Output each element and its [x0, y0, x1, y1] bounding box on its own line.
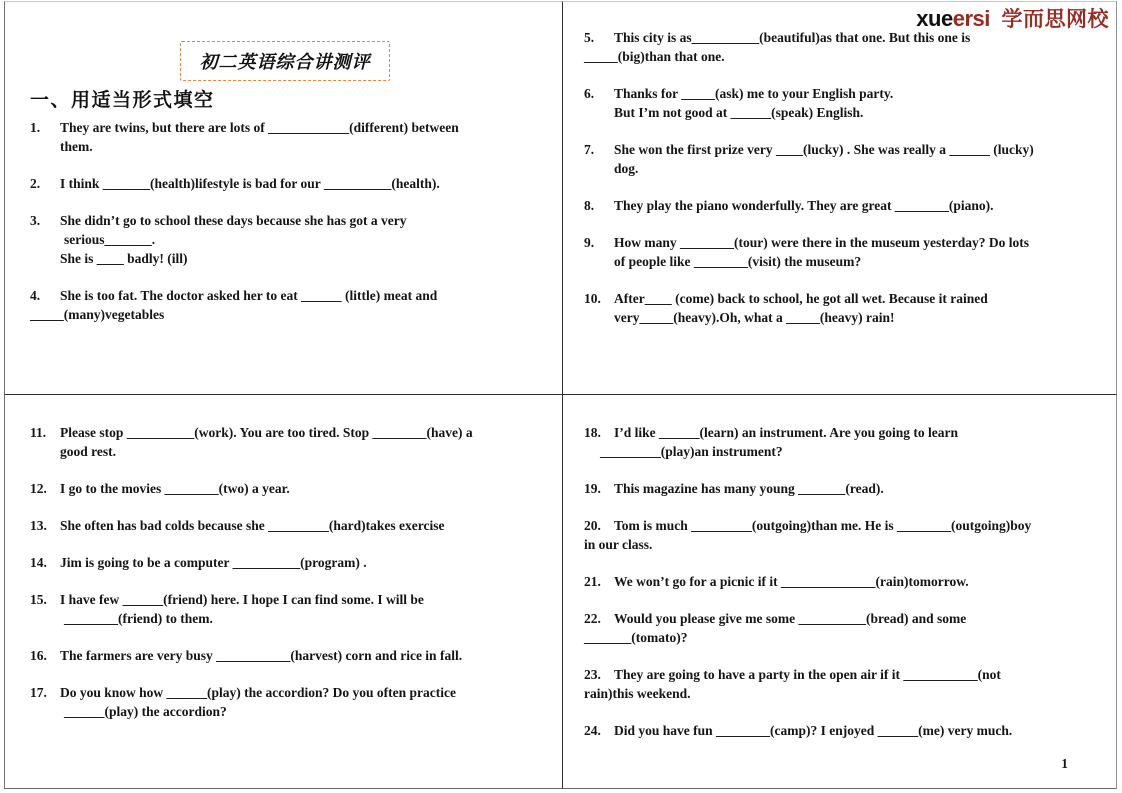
exercise-item	[584, 233, 1034, 271]
item-line: She is too fat. The doctor asked her to eat ______ (little) meat and	[60, 288, 438, 303]
exercise-item	[30, 590, 473, 628]
item-number: 16.	[30, 648, 47, 663]
exercise-item	[584, 423, 1031, 461]
exercise-item	[584, 289, 1034, 327]
item-number: 4.	[30, 288, 41, 303]
exercise-item	[584, 479, 1031, 498]
exercise-item	[584, 196, 1034, 215]
exercise-item	[30, 683, 473, 721]
item-line: Thanks for _____(ask) me to your English party.	[614, 86, 894, 101]
worksheet-title: 初二英语综合讲测评	[199, 52, 371, 72]
item-line: She often has bad colds because she _________(hard)takes exercise	[60, 518, 445, 533]
item-number: 9.	[584, 235, 595, 250]
exercise-item	[584, 516, 1031, 554]
exercise-item	[584, 665, 1031, 703]
item-line: ______(play) the accordion?	[64, 704, 227, 719]
exercise-item	[30, 479, 473, 498]
item-line: dog.	[614, 161, 639, 176]
item-number: 12.	[30, 481, 47, 496]
item-line: rain)this weekend.	[584, 686, 691, 701]
item-number: 15.	[30, 592, 47, 607]
item-line: ________(friend) to them.	[64, 611, 213, 626]
item-line: Would you please give me some __________(bread) and some	[614, 611, 967, 626]
item-line: After____ (come) back to school, he got all wet. Because it rained	[614, 291, 988, 306]
item-line: They are going to have a party in the open air if it ___________(not	[614, 667, 1001, 682]
item-line: Jim is going to be a computer __________(program) .	[60, 555, 367, 570]
item-line: This magazine has many young _______(read).	[614, 481, 884, 496]
item-line: _____(big)than that one.	[584, 49, 725, 64]
item-number: 18.	[584, 425, 601, 440]
item-line: them.	[60, 139, 93, 154]
logo-text-cn: 学而思网校	[1001, 8, 1109, 31]
exercise-item	[30, 286, 459, 324]
item-line: This city is as__________(beautiful)as that one. But this one is	[614, 30, 971, 45]
item-line: I have few ______(friend) here. I hope I can find some. I will be	[60, 592, 424, 607]
worksheet-grid	[4, 1, 1117, 789]
item-line: I go to the movies ________(two) a year.	[60, 481, 290, 496]
xueersi-logo	[916, 7, 1109, 34]
item-number: 20.	[584, 518, 601, 533]
page-number: 1	[1061, 756, 1068, 771]
exercise-item	[30, 516, 473, 535]
exercise-item	[30, 553, 473, 572]
item-line: They play the piano wonderfully. They are great ________(piano).	[614, 198, 994, 213]
exercise-item	[30, 423, 473, 461]
items-top-left	[30, 118, 459, 342]
item-line: _____(many)vegetables	[30, 307, 165, 322]
item-number: 7.	[584, 142, 595, 157]
item-line: of people like ________(visit) the museum?	[614, 254, 862, 269]
exercise-item	[584, 609, 1031, 647]
item-number: 22.	[584, 611, 601, 626]
exercise-item	[584, 721, 1031, 740]
item-line: Did you have fun ________(camp)? I enjoyed ______(me) very much.	[614, 723, 1013, 738]
item-line: serious_______.	[64, 232, 156, 247]
quadrant-bottom-right	[563, 395, 1117, 789]
item-number: 19.	[584, 481, 601, 496]
item-line: We won’t go for a picnic if it ______________(rain)tomorrow.	[614, 574, 969, 589]
item-number: 24.	[584, 723, 601, 738]
item-line: in our class.	[584, 537, 653, 552]
exercise-item	[30, 118, 459, 156]
item-line: _______(tomato)?	[584, 630, 688, 645]
item-number: 3.	[30, 213, 41, 228]
quadrant-top-left	[4, 1, 563, 395]
exercise-item	[30, 174, 459, 193]
item-line: Do you know how ______(play) the accordion? Do you often practice	[60, 685, 456, 700]
item-number: 23.	[584, 667, 601, 682]
item-line: Tom is much _________(outgoing)than me. He is ________(outgoing)boy	[614, 518, 1032, 533]
item-line: She won the first prize very ____(lucky) . She was really a ______ (lucky)	[614, 142, 1034, 157]
item-line: They are twins, but there are lots of ____________(different) between	[60, 120, 459, 135]
item-line: How many ________(tour) were there in the museum yesterday? Do lots	[614, 235, 1029, 250]
item-line: good rest.	[60, 444, 116, 459]
exercise-item	[584, 140, 1034, 178]
exercise-item	[30, 211, 459, 268]
item-number: 13.	[30, 518, 47, 533]
item-number: 5.	[584, 30, 595, 45]
item-line: The farmers are very busy ___________(harvest) corn and rice in fall.	[60, 648, 463, 663]
item-number: 1.	[30, 120, 41, 135]
item-line: _________(play)an instrument?	[600, 444, 783, 459]
item-number: 17.	[30, 685, 47, 700]
section-heading: 一、用适当形式填空	[30, 90, 215, 111]
item-number: 8.	[584, 198, 595, 213]
item-number: 2.	[30, 176, 41, 191]
worksheet-title-box	[180, 41, 390, 81]
item-line: She didn’t go to school these days because she has got a very	[60, 213, 407, 228]
quadrant-top-right	[563, 1, 1117, 395]
quadrant-bottom-left	[4, 395, 563, 789]
logo-text-ersi: ersi	[952, 6, 990, 31]
item-number: 6.	[584, 86, 595, 101]
item-number: 11.	[30, 425, 47, 440]
item-number: 10.	[584, 291, 601, 306]
item-line: She is ____ badly! (ill)	[60, 251, 188, 266]
item-number: 14.	[30, 555, 47, 570]
items-bottom-right	[584, 423, 1031, 758]
item-line: Please stop __________(work). You are too tired. Stop ________(have) a	[60, 425, 473, 440]
exercise-item	[584, 84, 1034, 122]
logo-text-xue: xue	[916, 6, 953, 31]
exercise-item	[30, 646, 473, 665]
item-line: But I’m not good at ______(speak) English.	[614, 105, 864, 120]
items-top-right	[584, 28, 1034, 345]
exercise-item	[584, 572, 1031, 591]
item-number: 21.	[584, 574, 601, 589]
item-line: I think _______(health)lifestyle is bad for our __________(health).	[60, 176, 440, 191]
item-line: very_____(heavy).Oh, what a _____(heavy) rain!	[614, 310, 895, 325]
items-bottom-left	[30, 423, 473, 739]
item-line: I’d like ______(learn) an instrument. Are you going to learn	[614, 425, 958, 440]
